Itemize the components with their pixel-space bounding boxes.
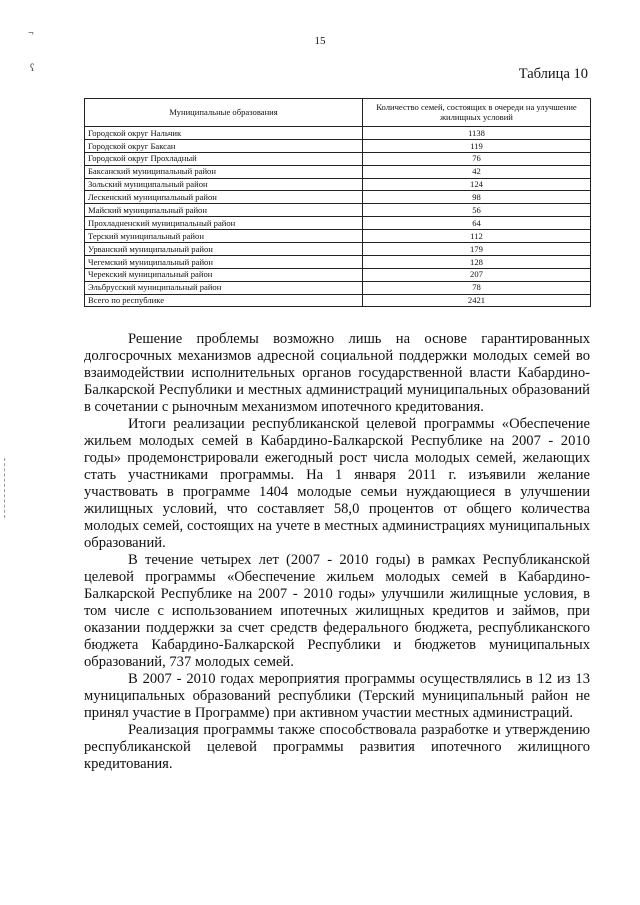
body-text <box>84 331 590 773</box>
table-row <box>85 281 591 294</box>
row-name: Чегемский муниципальный район <box>85 255 363 268</box>
row-value: 56 <box>363 204 591 217</box>
paragraph: В течение четырех лет (2007 - 2010 годы) в рамках Республиканской целевой программы «Обеспечение жильем молодых семей в Кабардино-Балкарской Республике на 2007 - 2010 годы» улучшили жилищные условия, в том числе с использованием ипотечных жилищных кредитов и займов, при оказании поддержки за счет средств федерального бюджета, республиканского бюджета Кабардино-Балкарской Республики и бюджетов муниципальных образований, 737 молодых семей. <box>84 552 590 670</box>
families-table <box>84 98 591 307</box>
table-row <box>85 139 591 152</box>
table-row <box>85 152 591 165</box>
table-header-row <box>85 99 591 127</box>
row-name: Урванский муниципальный район <box>85 243 363 256</box>
scan-artifact-line <box>4 458 6 518</box>
row-name: Городской округ Баксан <box>85 139 363 152</box>
row-name: Майский муниципальный район <box>85 204 363 217</box>
row-value: 64 <box>363 217 591 230</box>
table-label: Таблица 10 <box>518 66 588 82</box>
page-number: 15 <box>314 35 326 47</box>
row-value: 124 <box>363 178 591 191</box>
row-name: Прохладненский муниципальный район <box>85 217 363 230</box>
total-label: Всего по республике <box>85 294 363 307</box>
margin-mark-second: ʕ <box>30 63 35 74</box>
row-name: Городской округ Прохладный <box>85 152 363 165</box>
table-row <box>85 204 591 217</box>
row-name: Городской округ Нальчик <box>85 127 363 140</box>
table-row <box>85 230 591 243</box>
table-row <box>85 243 591 256</box>
row-value: 78 <box>363 281 591 294</box>
row-value: 76 <box>363 152 591 165</box>
total-value: 2421 <box>363 294 591 307</box>
row-name: Зольский муниципальный район <box>85 178 363 191</box>
header-families-count: Количество семей, состоящих в очереди на улучшение жилищных условий <box>363 99 591 127</box>
table-row <box>85 178 591 191</box>
row-name: Черекский муниципальный район <box>85 268 363 281</box>
table-row <box>85 255 591 268</box>
margin-mark-top: ¬ <box>28 28 34 39</box>
table-row <box>85 191 591 204</box>
paragraph: Реализация программы также способствовала разработке и утверждению республиканской целевой программы развития ипотечного жилищного кредитования. <box>84 722 590 772</box>
row-name: Лескенский муниципальный район <box>85 191 363 204</box>
row-name: Баксанский муниципальный район <box>85 165 363 178</box>
table-row <box>85 217 591 230</box>
row-value: 112 <box>363 230 591 243</box>
row-value: 119 <box>363 139 591 152</box>
row-value: 179 <box>363 243 591 256</box>
table-total-row <box>85 294 591 307</box>
paragraph: В 2007 - 2010 годах мероприятия программы осуществлялись в 12 из 13 муниципальных образований республики (Терский муниципальный район не принял участие в Программе) при активном участии местных администраций. <box>84 671 590 721</box>
row-name: Терский муниципальный район <box>85 230 363 243</box>
row-value: 207 <box>363 268 591 281</box>
table-row <box>85 127 591 140</box>
row-value: 1138 <box>363 127 591 140</box>
row-name: Эльбрусский муниципальный район <box>85 281 363 294</box>
header-municipality: Муниципальные образования <box>85 99 363 127</box>
row-value: 42 <box>363 165 591 178</box>
row-value: 128 <box>363 255 591 268</box>
table-row <box>85 268 591 281</box>
row-value: 98 <box>363 191 591 204</box>
paragraph: Итоги реализации республиканской целевой программы «Обеспечение жильем молодых семей в Кабардино-Балкарской Республике на 2007 - 2010 годы» продемонстрировали ежегодный рост числа молодых семей, желающих стать участниками программы. На 1 января 2011 г. изъявили желание участвовать в программе 1404 молодые семьи нуждающиеся в улучшении жилищных условий, что составляет 58,0 процентов от общего количества молодых семей, состоящих на учете в местных администрациях муниципальных образований. <box>84 416 590 551</box>
table-row <box>85 165 591 178</box>
paragraph: Решение проблемы возможно лишь на основе гарантированных долгосрочных механизмов адресной социальной поддержки молодых семей во взаимодействии исполнительных органов государственной власти Кабардино-Балкарской Республики и местных администраций муниципальных образований в сочетании с рыночным механизмом ипотечного кредитования. <box>84 331 590 415</box>
